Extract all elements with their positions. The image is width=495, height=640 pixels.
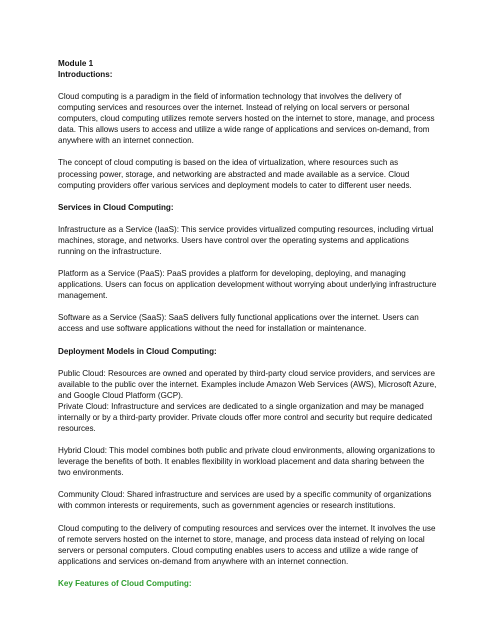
services-heading: Services in Cloud Computing: [58,202,174,212]
module-title: Module 1 [58,59,94,68]
paas-paragraph: Platform as a Service (PaaS): PaaS provides a platform for developing, deploying, and managing applications. Users can focus on application development without worrying about underlying infrastructure management. [58,269,437,301]
iaas-paragraph: Infrastructure as a Service (IaaS): This service provides virtualized computing resources, including virtual machines, storage, and networks. Users have control over the operating systems and applications running on the infrastructure. [58,224,434,256]
intro-paragraph-2: The concept of cloud computing is based on the idea of virtualization, where resources such as processing power, storage, and networking are abstracted and made available as a service. Cloud computing providers offer various services and deployment models to cater to different user needs. [58,158,412,190]
features-heading: Key Features of Cloud Computing: [58,578,192,588]
community-cloud-paragraph: Community Cloud: Shared infrastructure and services are used by a specific community of organizations with common interests or requirements, such as government agencies or research institutions. [58,490,432,511]
hybrid-cloud-paragraph: Hybrid Cloud: This model combines both public and private cloud environments, allowing organizations to leverage the benefits of both. It enables flexibility in workload placement and data sharing between the two environments. [58,446,435,478]
summary-paragraph: Cloud computing to the delivery of computing resources and services over the internet. It involves the use of remote servers hosted on the internet to store, manage, and process data instead of relying on local servers or personal computers. Cloud computing enables users to access and utilize a wide range of applications and services on-demand from anywhere with an internet connection. [58,523,436,566]
saas-paragraph: Software as a Service (SaaS): SaaS delivers fully functional applications over the internet. Users can access and use software applications without the need for installation or maintenance. [58,313,419,334]
document-page [58,58,438,589]
public-cloud-paragraph: Public Cloud: Resources are owned and operated by third-party cloud service providers, and services are available to the public over the internet. Examples include Amazon Web Services (AWS), Microsoft Azure, and Google Cloud Platform (GCP). [58,368,437,400]
deployment-heading: Deployment Models in Cloud Computing: [58,346,217,356]
intro-paragraph-1: Cloud computing is a paradigm in the field of information technology that involves the delivery of computing services and resources over the internet. Instead of relying on local servers or personal computers, cloud computing utilizes remote servers hosted on the internet to store, manage, and process data. This allows users to access and utilize a wide range of applications and services on-demand, from anywhere with an internet connection. [58,92,435,146]
intro-heading: Introductions: [58,70,113,79]
private-cloud-paragraph: Private Cloud: Infrastructure and services are dedicated to a single organization and may be managed internally or by a third-party provider. Private clouds offer more control and security but require dedicated resources. [58,401,433,433]
